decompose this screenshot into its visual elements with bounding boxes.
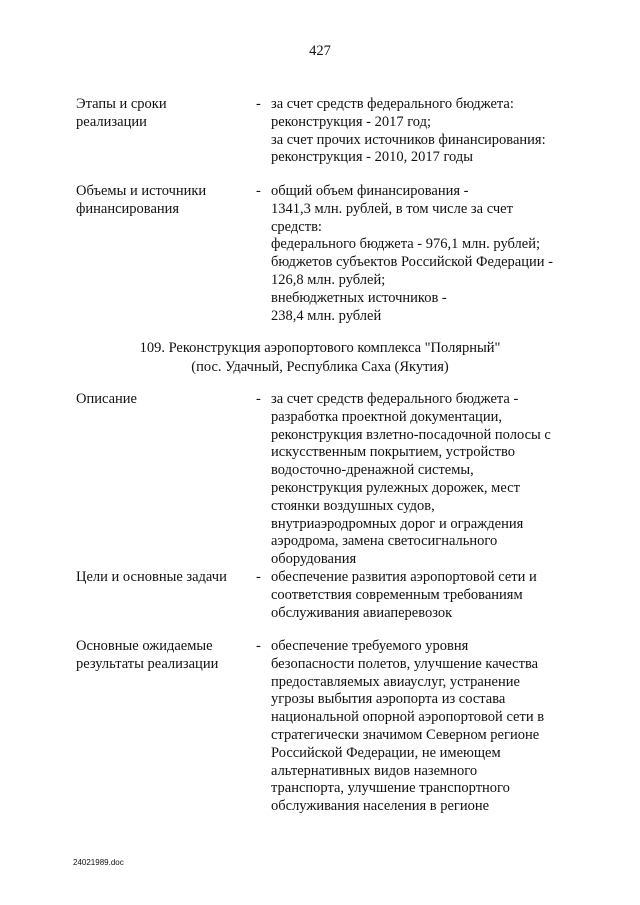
value-line: аэродрома, замена светосигнального [271, 533, 498, 550]
section-heading [0, 339, 640, 376]
value-line: 126,8 млн. рублей; [271, 271, 386, 288]
field-label [76, 638, 248, 674]
label-line: финансирования [76, 200, 180, 217]
value-line: 1341,3 млн. рублей, в том числе за счет [271, 200, 513, 217]
label-line: Объемы и источники [76, 183, 207, 199]
value-line: обеспечение требуемого уровня [271, 638, 469, 654]
value-line: обеспечение развития аэропортовой сети и [271, 569, 537, 585]
value-line: средств: [271, 218, 322, 235]
value-line: предоставляемых авиауслуг, устранение [271, 673, 520, 690]
value-line: 238,4 млн. рублей [271, 307, 382, 324]
value-line: реконструкция - 2017 год; [271, 113, 432, 130]
value-line: угрозы выбытия аэропорта из состава [271, 691, 506, 708]
value-line: водосточно-дренажной системы, [271, 462, 474, 479]
value-line: за счет средств федерального бюджета: [271, 96, 514, 112]
dash-separator: - [256, 391, 261, 407]
field-value [271, 569, 601, 622]
label-line: Этапы и сроки [76, 96, 167, 112]
value-line: соответствия современным требованиям [271, 586, 523, 603]
dash-separator: - [256, 638, 261, 654]
label-line: Описание [76, 391, 137, 407]
value-line: за счет средств федерального бюджета - [271, 391, 519, 407]
field-value [271, 391, 601, 569]
value-line: национальной опорной аэропортовой сети в [271, 709, 545, 726]
value-line: безопасности полетов, улучшение качества [271, 655, 539, 672]
value-line: за счет прочих источников финансирования: [271, 131, 546, 148]
value-line: оборудования [271, 551, 357, 568]
heading-line: (пос. Удачный, Республика Саха (Якутия) [191, 358, 449, 375]
label-line: Цели и основные задачи [76, 569, 227, 585]
value-line: общий объем финансирования - [271, 183, 469, 199]
value-line: альтернативных видов наземного [271, 762, 478, 779]
heading-line: 109. Реконструкция аэропортового комплекса "Полярный" [139, 340, 501, 356]
label-line: реализации [76, 113, 147, 130]
field-value [271, 96, 601, 167]
dash-separator: - [256, 96, 261, 112]
value-line: реконструкция рулежных дорожек, мест [271, 479, 520, 496]
value-line: реконструкция взлетно-посадочной полосы с [271, 426, 551, 443]
value-line: федерального бюджета - 976,1 млн. рублей; [271, 236, 540, 253]
field-label [76, 96, 248, 132]
value-line: внутриаэродромных дорог и ограждения [271, 515, 524, 532]
label-line: Основные ожидаемые [76, 638, 213, 654]
page-number: 427 [309, 43, 331, 59]
field-value [271, 183, 601, 325]
dash-separator: - [256, 569, 261, 585]
field-label [76, 183, 248, 219]
value-line: бюджетов субъектов Российской Федерации - [271, 254, 553, 271]
value-line: реконструкция - 2010, 2017 годы [271, 149, 473, 166]
value-line: искусственным покрытием, устройство [271, 444, 515, 461]
field-value [271, 638, 601, 816]
value-line: стоянки воздушных судов, [271, 497, 435, 514]
value-line: внебюджетных источников - [271, 289, 447, 306]
dash-separator: - [256, 183, 261, 199]
document-filename-footer: 24021989.doc [73, 858, 124, 867]
value-line: обслуживания населения в регионе [271, 798, 490, 815]
label-line: результаты реализации [76, 655, 219, 672]
value-line: разработка проектной документации, [271, 408, 502, 425]
field-label [76, 391, 248, 409]
value-line: стратегически значимом Северном регионе [271, 726, 540, 743]
field-label [76, 569, 248, 587]
value-line: обслуживания авиаперевозок [271, 604, 453, 621]
value-line: Российской Федерации, не имеющем [271, 744, 501, 761]
value-line: транспорта, улучшение транспортного [271, 780, 510, 797]
